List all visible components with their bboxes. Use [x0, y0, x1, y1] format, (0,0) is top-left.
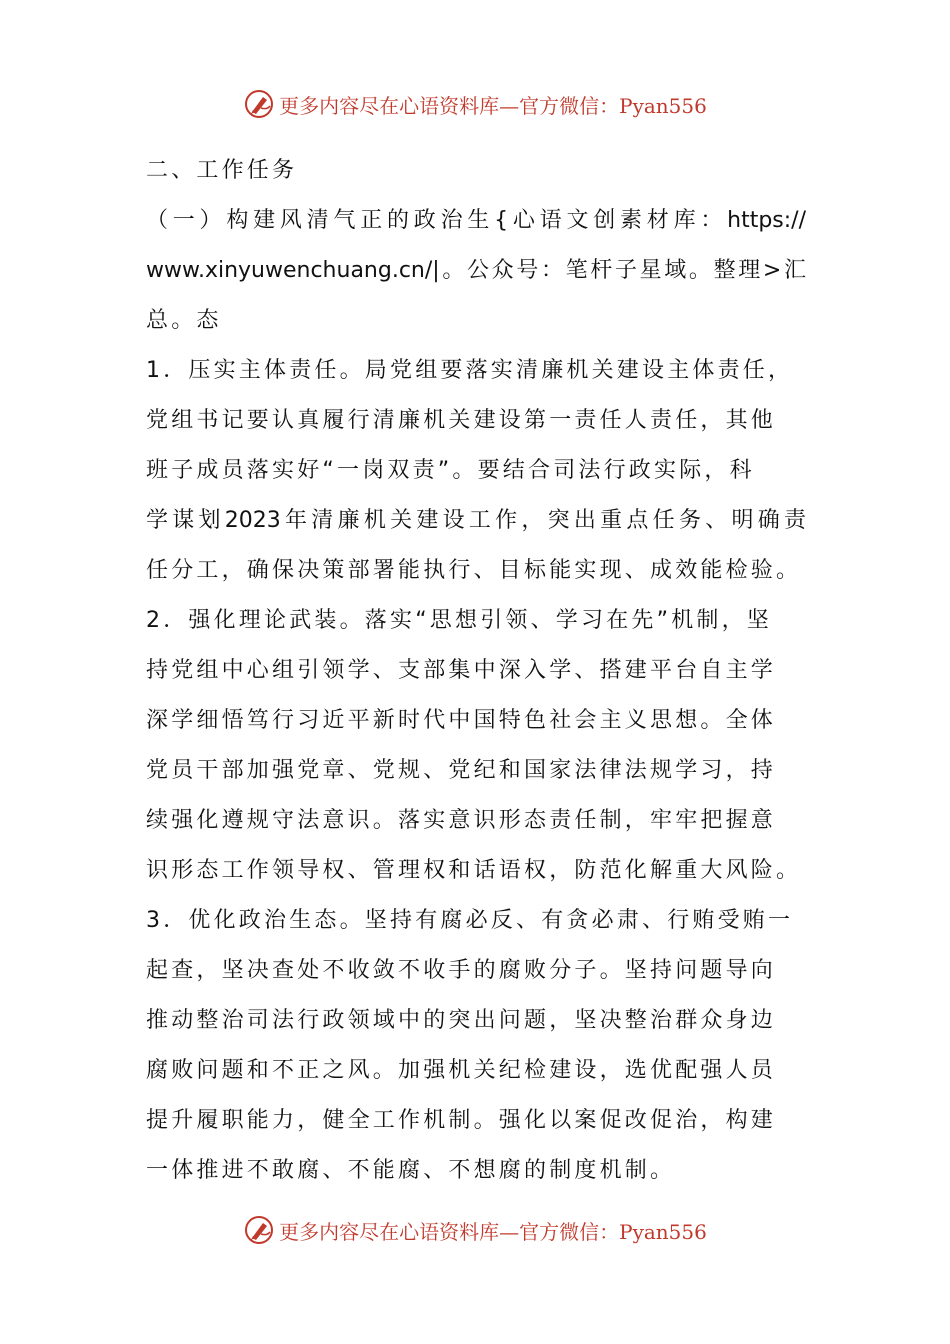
- section-heading: 二、工作任务: [146, 158, 298, 183]
- footer-banner: [0, 1210, 950, 1250]
- header-banner: [0, 84, 950, 124]
- paragraph-line: 持党组中心组引领学、支部集中深入学、搭建平台自主学: [146, 658, 777, 683]
- paragraph-line: 识形态工作领导权、管理权和话语权，防范化解重大风险。: [146, 858, 802, 883]
- footer-banner-text: 更多内容尽在心语资料库—官方微信：Pyan556: [279, 1219, 707, 1244]
- paragraph-line: 提升履职能力，健全工作机制。强化以案促改促治，构建: [146, 1108, 777, 1133]
- paragraph-line: 推动整治司法行政领域中的突出问题，坚决整治群众身边: [146, 1008, 777, 1033]
- pen-logo-icon: [243, 1214, 275, 1246]
- paragraph-line: 腐败问题和不正之风。加强机关纪检建设，选优配强人员: [146, 1058, 777, 1083]
- paragraph-line: 党组书记要认真履行清廉机关建设第一责任人责任，其他: [146, 408, 777, 433]
- paragraph-line: 深学细悟笃行习近平新时代中国特色社会主义思想。全体: [146, 708, 777, 733]
- subsection-heading-line: www.xinyuwenchuang.cn/|。公众号：笔杆子星域。整理>汇: [146, 258, 806, 283]
- paragraph-line: 3．优化政治生态。坚持有腐必反、有贪必肃、行贿受贿一: [146, 908, 794, 933]
- document-body: [146, 146, 806, 1196]
- paragraph-line: 一体推进不敢腐、不能腐、不想腐的制度机制。: [146, 1158, 676, 1183]
- paragraph-line: 任分工，确保决策部署能执行、目标能实现、成效能检验。: [146, 558, 802, 583]
- paragraph-line: 2．强化理论武装。落实“思想引领、学习在先”机制，坚: [146, 608, 772, 633]
- paragraph-line: 学谋划2023年清廉机关建设工作，突出重点任务、明确责: [146, 508, 806, 533]
- paragraph-line: 班子成员落实好“一岗双责”。要结合司法行政实际，科: [146, 458, 755, 483]
- paragraph-line: 党员干部加强党章、党规、党纪和国家法律法规学习，持: [146, 758, 777, 783]
- subsection-heading-line: （一）构建风清气正的政治生{心语文创素材库：https://: [146, 208, 806, 233]
- paragraph-line: 续强化遵规守法意识。落实意识形态责任制，牢牢把握意: [146, 808, 777, 833]
- paragraph-line: 1．压实主体责任。局党组要落实清廉机关建设主体责任，: [146, 358, 794, 383]
- paragraph-line: 起查，坚决查处不收敛不收手的腐败分子。坚持问题导向: [146, 958, 777, 983]
- subsection-heading-line: 总。态: [146, 308, 222, 333]
- pen-logo-icon: [243, 88, 275, 120]
- header-banner-text: 更多内容尽在心语资料库—官方微信：Pyan556: [279, 93, 707, 118]
